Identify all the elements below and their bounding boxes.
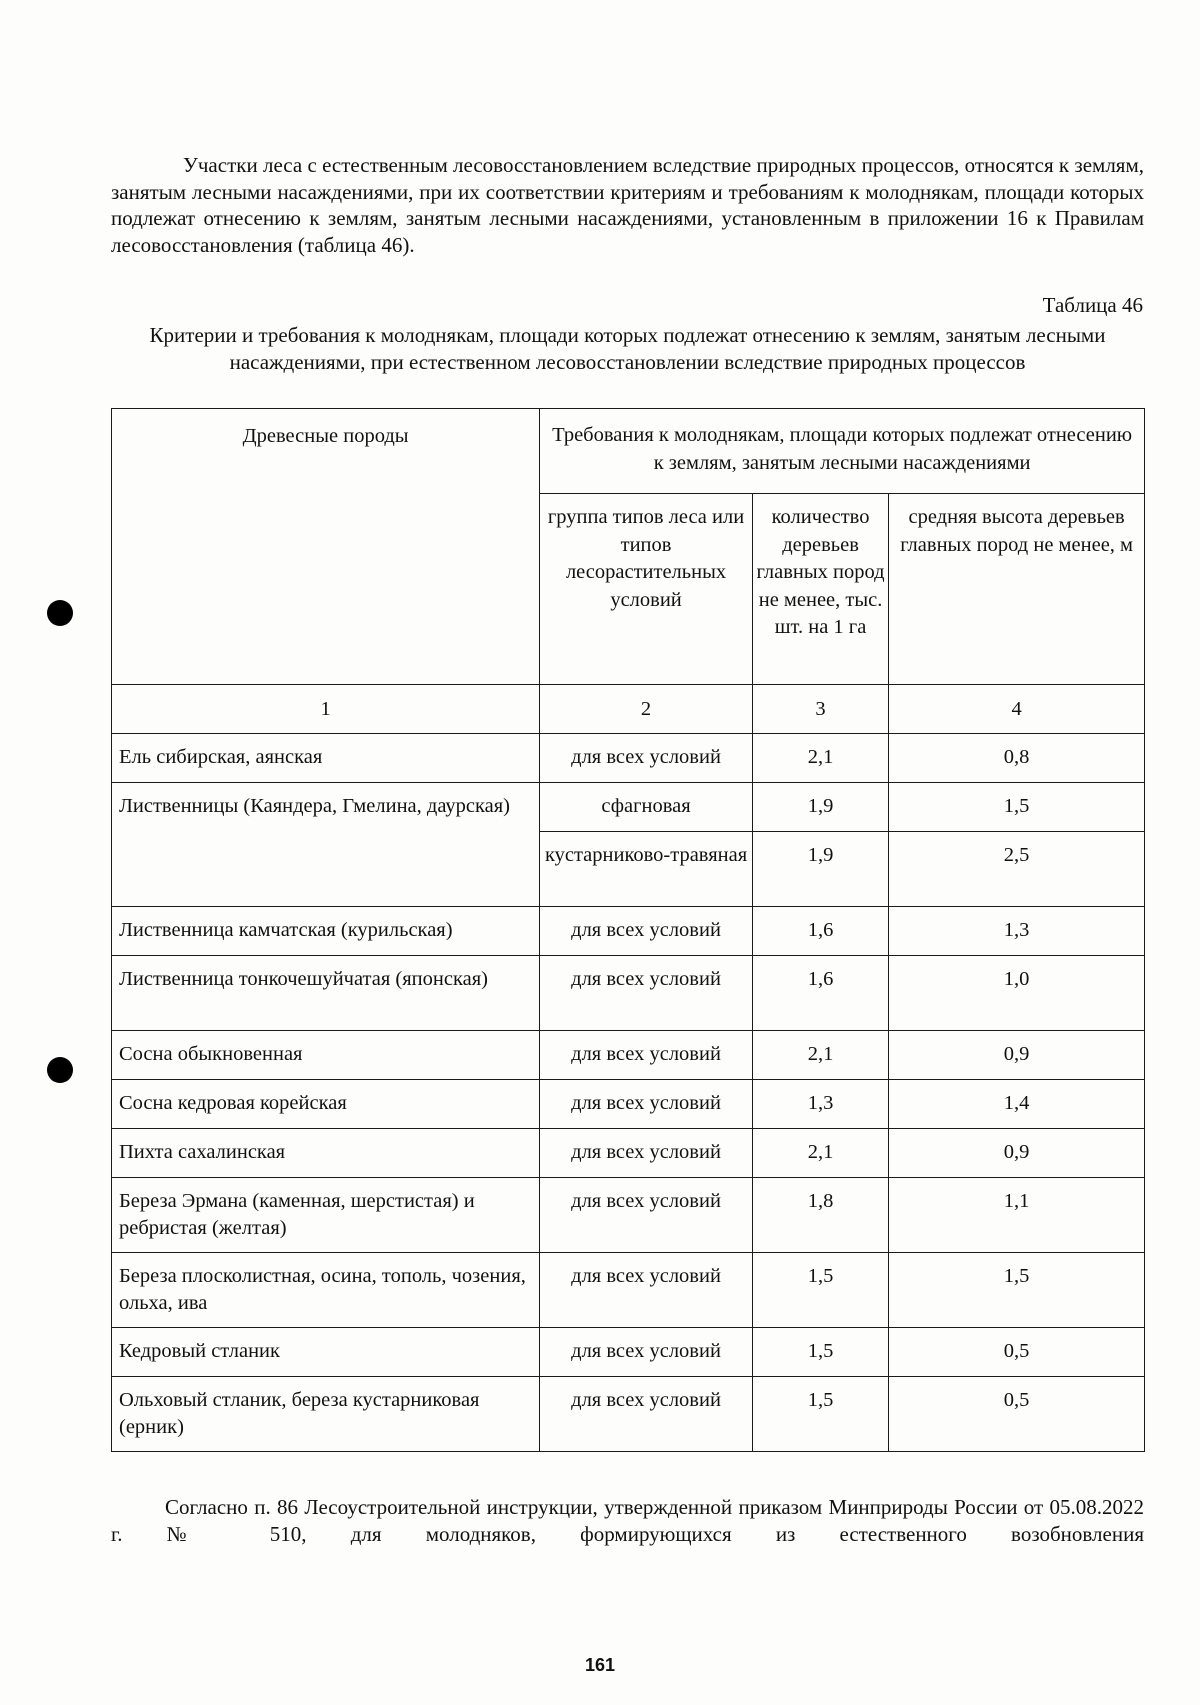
group-cell: для всех условий	[540, 956, 753, 1031]
species-cell: Лиственница тонкочешуйчатая (японская)	[112, 956, 540, 1031]
header-requirements: Требования к молоднякам, площади которых подлежат отнесению к землям, занятым лесными насаждениями	[540, 409, 1145, 494]
intro-paragraph: Участки леса с естественным лесовосстановлением вследствие природных процессов, относятся к землям, занятым лесными насаждениями, при их соответствии критериям и требованиям к молоднякам, площади которых подлежат отнесению к землям, занятым лесными насаждениями, установленным в приложении 16 к Правилам лесовосстановления (таблица 46).	[111, 153, 1144, 257]
height-cell: 0,8	[889, 734, 1145, 783]
count-cell: 1,6	[752, 956, 888, 1031]
height-cell: 1,5	[889, 1253, 1145, 1328]
column-number: 1	[112, 685, 540, 734]
count-cell: 1,9	[752, 783, 888, 832]
count-cell: 1,5	[752, 1328, 888, 1377]
count-cell: 1,8	[752, 1178, 888, 1253]
table-row	[112, 1080, 1145, 1129]
species-cell: Сосна обыкновенная	[112, 1031, 540, 1080]
height-cell: 0,9	[889, 1129, 1145, 1178]
table-label: Таблица 46	[1042, 293, 1143, 317]
group-cell: для всех условий	[540, 734, 753, 783]
table-row	[112, 1377, 1145, 1452]
height-cell: 1,3	[889, 907, 1145, 956]
table-title: Критерии и требования к молоднякам, площади которых подлежат отнесению к землям, занятым лесными насаждениями, при естественном лесовосстановлении вследствие природных процессов	[149, 323, 1106, 374]
species-cell: Ольховый стланик, береза кустарниковая (ерник)	[112, 1377, 540, 1452]
count-cell: 1,3	[752, 1080, 888, 1129]
count-cell: 2,1	[752, 1129, 888, 1178]
column-number: 4	[889, 685, 1145, 734]
subheader-height: средняя высота деревьев главных пород не менее, м	[889, 494, 1145, 685]
punch-hole	[47, 1057, 73, 1083]
group-cell: для всех условий	[540, 1129, 753, 1178]
group-cell: для всех условий	[540, 1377, 753, 1452]
height-cell: 1,4	[889, 1080, 1145, 1129]
group-cell: кустарниково-травяная	[540, 832, 753, 907]
table-row	[112, 734, 1145, 783]
subheader-group: группа типов леса или типов лесорастительных условий	[540, 494, 753, 685]
table-row	[112, 1328, 1145, 1377]
subheader-count: количество деревьев главных пород не менее, тыс. шт. на 1 га	[752, 494, 888, 685]
table-row	[112, 1253, 1145, 1328]
column-number: 2	[540, 685, 753, 734]
group-cell: для всех условий	[540, 1253, 753, 1328]
height-cell: 0,5	[889, 1377, 1145, 1452]
species-cell: Кедровый стланик	[112, 1328, 540, 1377]
group-cell: для всех условий	[540, 1031, 753, 1080]
column-number: 3	[752, 685, 888, 734]
criteria-table	[111, 408, 1145, 1452]
height-cell: 1,0	[889, 956, 1145, 1031]
count-cell: 1,5	[752, 1377, 888, 1452]
table-row	[112, 783, 1145, 832]
height-cell: 0,5	[889, 1328, 1145, 1377]
count-cell: 1,6	[752, 907, 888, 956]
species-cell: Лиственница камчатская (курильская)	[112, 907, 540, 956]
height-cell: 0,9	[889, 1031, 1145, 1080]
group-cell: для всех условий	[540, 1328, 753, 1377]
footer-paragraph: Согласно п. 86 Лесоустроительной инструкции, утвержденной приказом Минприроды России от 05.08.2022 г. № 510, для молодняков, формирующихся из естественного возобновления	[111, 1495, 1144, 1546]
header-species: Древесные породы	[112, 409, 540, 685]
punch-hole	[47, 600, 73, 626]
species-cell: Лиственницы (Каяндера, Гмелина, даурская)	[112, 783, 540, 907]
group-cell: сфагновая	[540, 783, 753, 832]
group-cell: для всех условий	[540, 1080, 753, 1129]
species-cell: Береза Эрмана (каменная, шерстистая) и ребристая (желтая)	[112, 1178, 540, 1253]
group-cell: для всех условий	[540, 1178, 753, 1253]
height-cell: 1,1	[889, 1178, 1145, 1253]
species-cell: Ель сибирская, аянская	[112, 734, 540, 783]
species-cell: Сосна кедровая корейская	[112, 1080, 540, 1129]
height-cell: 2,5	[889, 832, 1145, 907]
table-row	[112, 1178, 1145, 1253]
count-cell: 1,9	[752, 832, 888, 907]
page-number: 161	[584, 1655, 616, 1675]
species-cell: Пихта сахалинская	[112, 1129, 540, 1178]
table-row	[112, 907, 1145, 956]
table-row	[112, 1031, 1145, 1080]
count-cell: 2,1	[752, 1031, 888, 1080]
species-cell: Береза плосколистная, осина, тополь, чозения, ольха, ива	[112, 1253, 540, 1328]
group-cell: для всех условий	[540, 907, 753, 956]
count-cell: 2,1	[752, 734, 888, 783]
height-cell: 1,5	[889, 783, 1145, 832]
table-row	[112, 1129, 1145, 1178]
count-cell: 1,5	[752, 1253, 888, 1328]
table-row	[112, 956, 1145, 1031]
